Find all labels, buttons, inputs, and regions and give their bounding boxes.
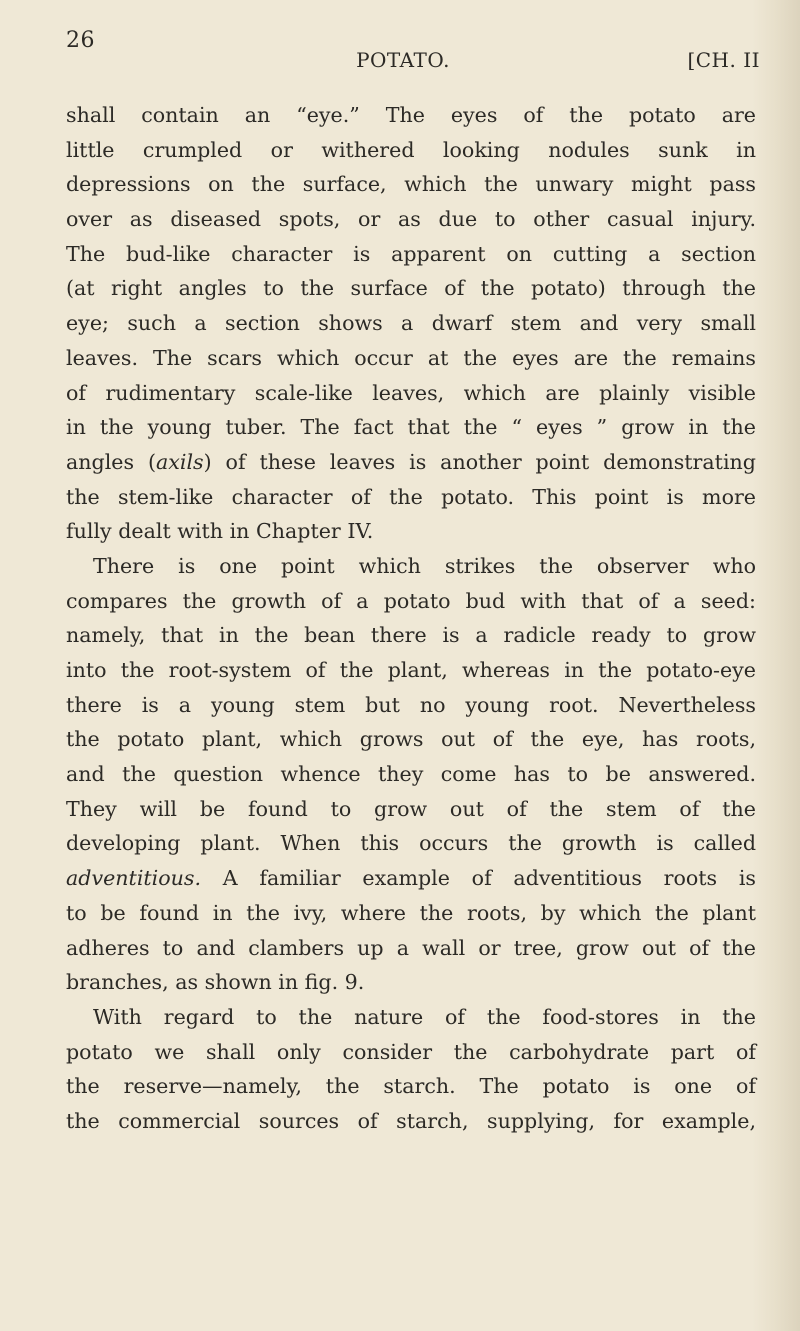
text-line: adheres to and clambers up a wall or tree, grow out of the bbox=[66, 935, 756, 960]
text-segment: A familiar example of adventitious roots is bbox=[201, 866, 756, 891]
text-line: the stem-like character of the potato. This point is more bbox=[66, 484, 756, 509]
text-line: The bud-like character is apparent on cutting a section bbox=[66, 241, 756, 266]
text-line: With regard to the nature of the food-stores in the bbox=[93, 1004, 756, 1029]
text-line: compares the growth of a potato bud with that of a seed: bbox=[66, 588, 756, 613]
text-line: namely, that in the bean there is a radicle ready to grow bbox=[66, 623, 756, 648]
text-line bbox=[66, 445, 756, 480]
italic-term: axils bbox=[155, 449, 204, 474]
page-number: 26 bbox=[66, 28, 95, 53]
text-line: leaves. The scars which occur at the eyes are the remains bbox=[66, 345, 756, 370]
italic-term: adventitious. bbox=[66, 866, 202, 891]
text-line: shall contain an “eye.” The eyes of the potato are bbox=[66, 103, 756, 127]
text-line: the reserve—namely, the starch. The potato is one of bbox=[66, 1074, 756, 1099]
text-line: branches, as shown in fig. 9. bbox=[66, 970, 365, 995]
text-line: the commercial sources of starch, supplying, for example, bbox=[66, 1108, 756, 1133]
body-text bbox=[66, 98, 756, 1139]
text-line bbox=[66, 861, 756, 896]
text-line: There is one point which strikes the observer who bbox=[93, 553, 756, 578]
running-title: POTATO. bbox=[356, 48, 450, 72]
text-line: eye; such a section shows a dwarf stem and very small bbox=[66, 311, 756, 336]
text-line: little crumpled or withered looking nodules sunk in bbox=[66, 137, 756, 162]
text-line: there is a young stem but no young root. Nevertheless bbox=[66, 692, 756, 717]
text-line: and the question whence they come has to be answered. bbox=[66, 762, 756, 787]
text-line: depressions on the surface, which the unwary might pass bbox=[66, 172, 756, 197]
running-header bbox=[66, 28, 760, 84]
text-segment: ) of these leaves is another point demonstrating bbox=[203, 449, 756, 474]
text-line: to be found in the ivy, where the roots, by which the plant bbox=[66, 900, 756, 925]
text-line: potato we shall only consider the carbohydrate part of bbox=[66, 1039, 756, 1064]
text-segment: angles ( bbox=[66, 449, 156, 474]
text-line: over as diseased spots, or as due to other casual injury. bbox=[66, 207, 756, 232]
text-line: fully dealt with in Chapter IV. bbox=[66, 519, 374, 544]
chapter-reference: [CH. II bbox=[687, 48, 760, 72]
text-line: in the young tuber. The fact that the “ eyes ” grow in the bbox=[66, 415, 756, 440]
text-line: of rudimentary scale-like leaves, which are plainly visible bbox=[66, 380, 756, 405]
text-line: the potato plant, which grows out of the eye, has roots, bbox=[66, 727, 756, 752]
text-line: They will be found to grow out of the stem of the bbox=[66, 796, 756, 821]
text-line: into the root-system of the plant, whereas in the potato-eye bbox=[66, 658, 756, 682]
text-line: (at right angles to the surface of the potato) through the bbox=[66, 276, 756, 301]
text-line: developing plant. When this occurs the growth is called bbox=[66, 831, 756, 856]
